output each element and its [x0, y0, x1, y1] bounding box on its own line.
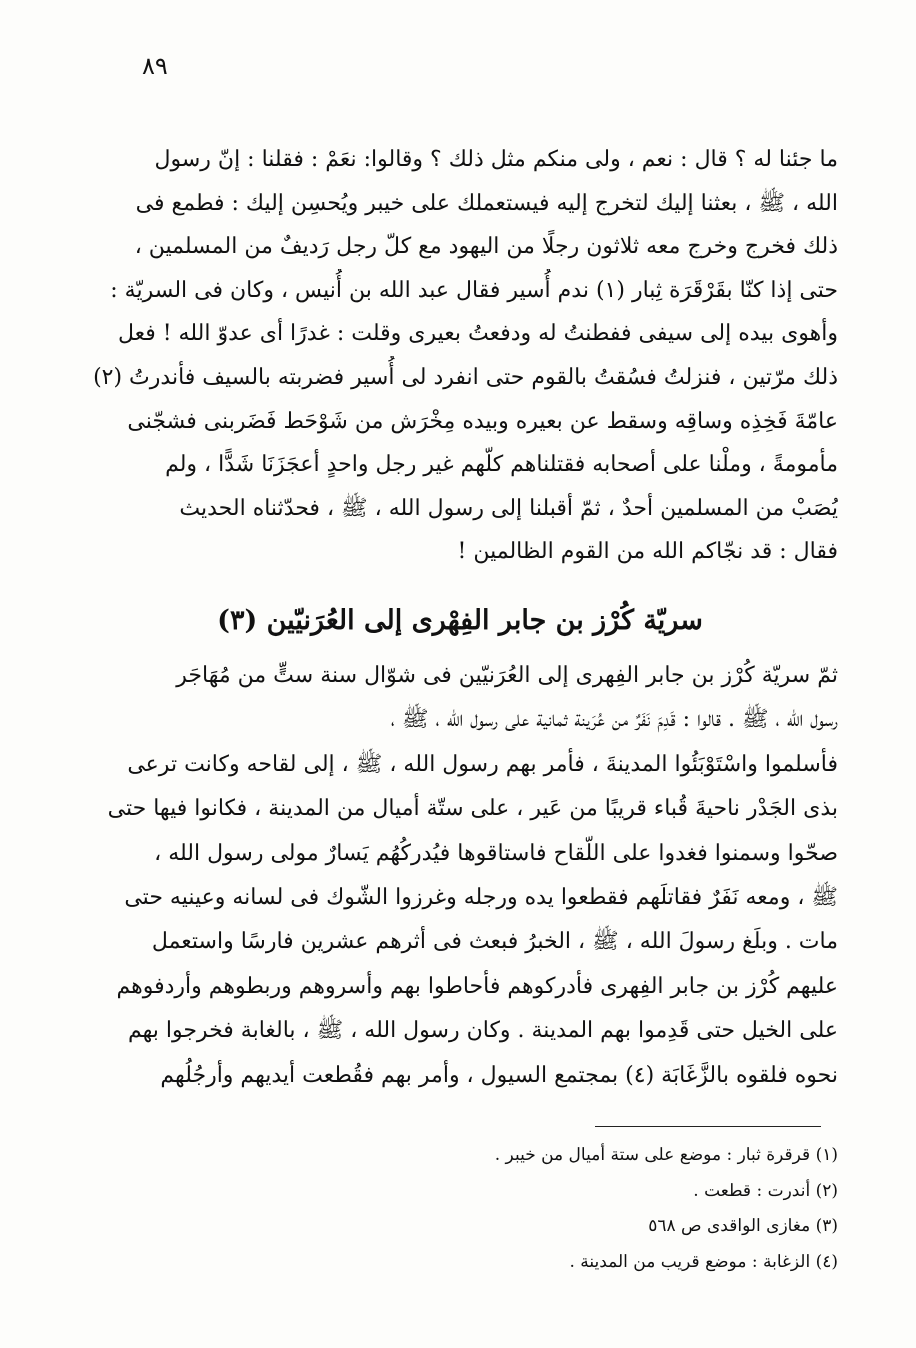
paragraph-1 — [74, 138, 838, 574]
text-line: رسول الله ، ﷺ . قالوا : قَدِمَ نَفَرٌ من عُرَينة ثمانية على رسول الله ، ﷺ ، — [390, 707, 838, 733]
text-line: حتى إذا كنّا بقَرْقَرَة ثِبار (١) ندم أُسير فقال عبد الله بن أُنيس ، وكان فى السريّة : — [110, 277, 838, 303]
text-line: ما جئنا له ؟ قال : نعم ، ولى منكم مثل ذلك ؟ وقالوا: نعَمْ : فقلنا : إنّ رسول — [154, 147, 838, 172]
text-line: يُصَبْ من المسلمين أحدٌ ، ثمّ أقبلنا إلى رسول الله ، ﷺ ، فحدّثناه الحديث — [179, 495, 838, 521]
text-line: ذلك مرّتين ، فنزلتُ فسُقتُ بالقوم حتى انفرد لى أُسير فضربته بالسيف فأندرتُ (٢) — [93, 364, 838, 390]
text-line: نحوه فلقوه بالزَّغَابَة (٤) بمجتمع السيول ، وأمر بهم فقُطعت أيديهم وأرجُلُهم — [160, 1062, 838, 1088]
footnote-2: (٢) أندرت : قطعت . — [693, 1180, 838, 1201]
text-line: بذى الجَدْر ناحيةَ قُباء قريبًا من عَير ، على ستّة أميال من المدينة ، فكانوا فيها حتى — [107, 796, 838, 822]
footnote-4: (٤) الزغابة : موضع قريب من المدينة . — [569, 1251, 838, 1272]
text-line: عامّةَ فَخِذِه وساقِه وسقط عن بعيره وبيده مِخْرَش من شَوْحَط فَضَربنى فشجّنى — [127, 408, 838, 434]
footnote-1: (١) قرقرة ثبار : موضع على ستة أميال من خيبر . — [494, 1145, 838, 1165]
text-line: وأهوى بيده إلى سيفى ففطنتُ له ودفعتُ بعيرى وقلت : غدرًا أى عدوّ الله ! فعل — [117, 321, 838, 347]
text-line: ﷺ ، ومعه نَفَرٌ فقاتلَهم فقطعوا يده ورجله وغرزوا الشّوك فى لسانه وعينيه حتى — [124, 884, 838, 910]
text-line: ذلك فخرج وخرج معه ثلاثون رجلًا من اليهود مع كلّ رجل رَديفٌ من المسلمين ، — [134, 234, 838, 260]
paragraph-2 — [74, 654, 838, 1098]
text-line: الله ، ﷺ ، بعثنا إليك لتخرج إليه فيستعملك على خيبر ويُحسِن إليك : فطمع فى — [135, 190, 838, 216]
page-number: ٨٩ — [142, 52, 168, 80]
text-line: ثمّ سريّة كُرْز بن جابر الفِهرى إلى العُرَنيّين فى شوّال سنة ستٍّ من مُهَاجَر — [176, 663, 838, 688]
text-line: مأمومةً ، وملْنا على أصحابه فقتلناهم كلّهم غير رجل واحدٍ أعجَزَنَا شَدًّا ، ولم — [165, 452, 838, 478]
text-line: مات . وبلَغ رسولَ الله ، ﷺ ، الخبرُ فبعث فى أثرهم عشرين فارسًا واستعمل — [151, 929, 838, 955]
footnotes — [74, 1138, 838, 1280]
footnote-3: (٣) مغازى الواقدى ص ٥٦٨ — [648, 1216, 838, 1236]
text-line: عليهم كُرْز بن جابر الفِهرى فأدركوهم فأحاطوا بهم وأسروهم وربطوهم وأردفوهم — [116, 973, 838, 999]
text-line: صحّوا وسمنوا فغدوا على اللّقاح فاستاقوها فيُدركُهُم يَسارٌ مولى رسول الله ، — [154, 840, 838, 866]
text-line: فأسلموا واسْتَوْبَئُوا المدينةَ ، فأمر بهم رسول الله ، ﷺ ، إلى لقاحه وكانت ترعى — [127, 751, 838, 777]
text-line: على الخيل حتى قَدِموا بهم المدينة . وكان رسول الله ، ﷺ ، بالغابة فخرجوا بهم — [127, 1018, 838, 1044]
section-heading: سريّة كُرْز بن جابر الفِهْرى إلى العُرَنيّين (٣) — [217, 605, 703, 636]
footnote-separator — [595, 1126, 821, 1127]
text-line: فقال : قد نجّاكم الله من القوم الظالمين ! — [457, 539, 838, 565]
